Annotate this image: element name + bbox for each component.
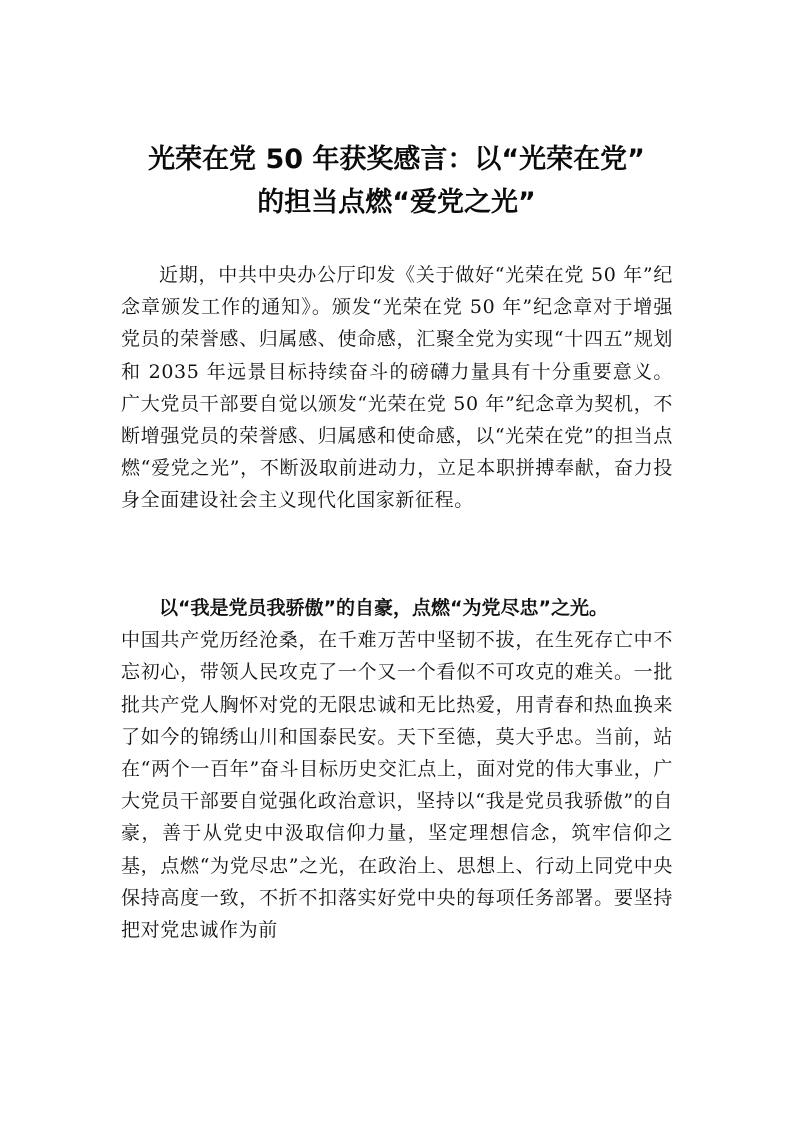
document-title	[80, 138, 713, 224]
paragraph-2	[121, 592, 673, 946]
paragraph-2-body: 中国共产党历经沧桑，在千难万苦中坚韧不拔，在生死存亡中不忘初心，带领人民攻克了一个又一个看似不可攻克的难关。一批批共产党人胸怀对党的无限忠诚和无比热爱，用青春和热血换来了如今的锦绣山川和国泰民安。天下至德，莫大乎忠。当前，站在“两个一百年”奋斗目标历史交汇点上，面对党的伟大事业，广大党员干部要自觉强化政治意识，坚持以“我是党员我骄傲”的自豪，善于从党史中汲取信仰力量，坚定理想信念，筑牢信仰之基，点燃“为党尽忠”之光，在政治上、思想上、行动上同党中央保持高度一致，不折不扣落实好党中央的每项任务部署。要坚持把对党忠诚作为前	[121, 629, 673, 942]
title-line-2: 的担当点燃“爱党之光”	[257, 187, 536, 218]
paragraph-1: 近期，中共中央办公厅印发《关于做好“光荣在党 50 年”纪念章颁发工作的通知》。颁发“光荣在党 50 年”纪念章对于增强党员的荣誉感、归属感、使命感，汇聚全党为实现“十四五”规划和 2035 年远景目标持续奋斗的磅礴力量具有十分重要意义。广大党员干部要自觉以颁发“光荣在党 50 年”纪念章为契机，不断增强党员的荣誉感、归属感和使命感，以“光荣在党”的担当点燃“爱党之光”，不断汲取前进动力，立足本职拼搏奉献，奋力投身全面建设社会主义现代化国家新征程。	[121, 264, 673, 512]
paragraph-2-lead: 以“我是党员我骄傲”的自豪，点燃“为党尽忠”之光。	[159, 597, 608, 619]
title-line-1: 光荣在党 50 年获奖感言：以“光荣在党”	[148, 144, 645, 175]
